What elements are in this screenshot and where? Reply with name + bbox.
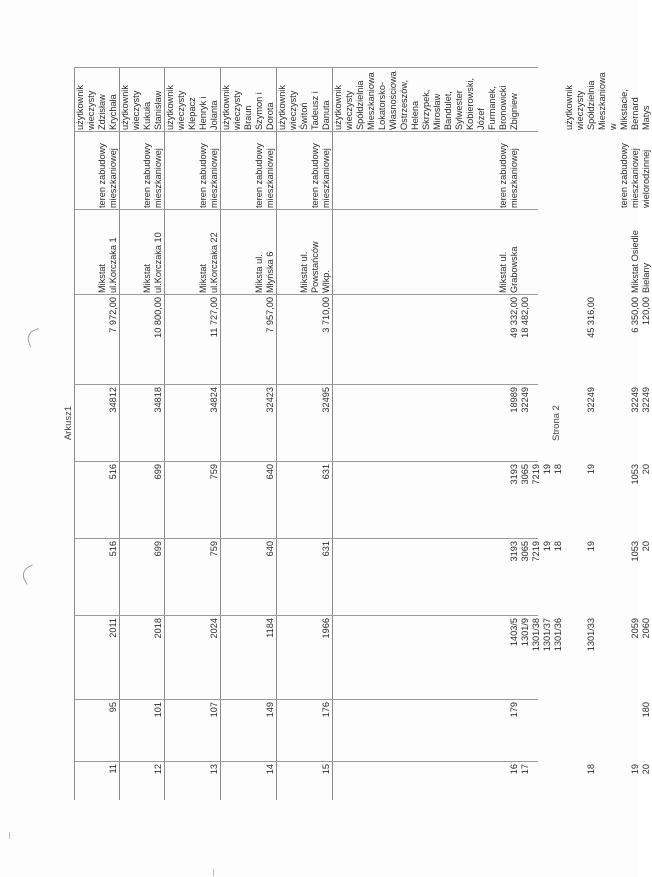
column-divider xyxy=(74,615,538,616)
column-divider xyxy=(74,131,538,132)
table-cell-c7: 120,00 xyxy=(641,297,651,326)
table-cell-c9 xyxy=(531,132,542,210)
cell-line: teren zabudowy xyxy=(619,143,629,208)
rotated-landscape-sheet xyxy=(32,46,651,800)
table-cell-c6: 32249 xyxy=(641,387,651,413)
table-cell-c8 xyxy=(520,210,531,295)
table-cell-c4: 3193 xyxy=(333,539,521,616)
cell-line: Lokatorsko- xyxy=(377,81,387,130)
table-cell-lp: 11 xyxy=(75,762,120,800)
column-divider xyxy=(74,761,538,762)
cell-line: Jolanta xyxy=(209,100,219,130)
table-cell-c4: 759 xyxy=(165,539,221,616)
table-cell-c9 xyxy=(564,132,597,210)
table-cell-c8 xyxy=(120,210,165,295)
table-cell-c3: 1966 xyxy=(277,616,333,700)
table-cell-c3: 1301/33 xyxy=(586,618,596,652)
cell-line: Zbigniew xyxy=(509,93,519,130)
cell-line: użytkownik wieczysty xyxy=(221,85,242,130)
cell-line: Świtoń Tadeusz i xyxy=(299,91,320,130)
table-cell-c3: 1301/36 xyxy=(553,618,563,652)
property-table-body xyxy=(75,68,652,800)
table-cell-c9 xyxy=(333,132,521,210)
table-cell-c3: 2059 xyxy=(630,618,640,639)
table-cell-c3: 1301/38 xyxy=(531,618,541,652)
table-row xyxy=(277,68,333,800)
table-cell-c5: 20 xyxy=(641,464,651,475)
table-cell-c6: 34824 xyxy=(165,385,221,462)
table-cell-c2 xyxy=(520,700,531,762)
cell-line: Mikstat Osiedle xyxy=(630,230,640,293)
cell-line: Zdzisław Krychała xyxy=(97,94,118,130)
table-row xyxy=(333,68,521,800)
table-cell-c10 xyxy=(531,68,542,132)
cell-line: ul.Korczaka 1 xyxy=(108,237,118,293)
table-cell-c10 xyxy=(564,68,597,132)
table-cell-c9 xyxy=(597,132,641,210)
table-cell-c5: 640 xyxy=(221,462,277,539)
table-cell-c9 xyxy=(165,132,221,210)
cell-line: Danuta xyxy=(321,100,331,130)
cell-line: Skrzypek, Mirosław xyxy=(421,89,442,130)
table-cell-c3: 2024 xyxy=(165,616,221,700)
table-cell-c5: 7219 xyxy=(531,464,541,485)
cell-line: teren zabudowy xyxy=(498,143,508,208)
table-cell-c3: 1403/5 xyxy=(333,616,521,700)
cell-line: wielorodzinnej xyxy=(641,149,651,208)
table-row xyxy=(75,68,120,800)
table-cell-lp: 16 xyxy=(333,762,521,800)
table-cell-c8 xyxy=(277,210,333,295)
table-cell-c5: 3065 xyxy=(520,464,530,485)
table-cell-lp: 20 xyxy=(641,764,651,775)
cell-line: Dorota xyxy=(265,102,275,130)
table-cell-c7: 18 482,00 xyxy=(520,297,530,338)
table-cell-c3: 2018 xyxy=(120,616,165,700)
property-table xyxy=(74,68,652,800)
cell-line: ul.Korczaka 22 xyxy=(209,232,219,293)
table-cell-c8 xyxy=(597,210,641,295)
table-cell-c7: 45 316,00 xyxy=(586,297,596,338)
table-cell-c4: 631 xyxy=(277,539,333,616)
cell-line: teren zabudowy xyxy=(254,143,264,208)
cell-line: Mieszkaniowa w xyxy=(597,72,618,130)
cell-line: mieszkaniowej xyxy=(265,148,275,208)
table-cell-lp: 12 xyxy=(120,762,165,800)
table-cell-c8 xyxy=(75,210,120,295)
cell-line: użytkownik wieczysty xyxy=(75,85,96,130)
table-cell-c8 xyxy=(221,210,277,295)
table-row xyxy=(165,68,221,800)
table-cell-c8 xyxy=(333,210,521,295)
table-cell-lp: 17 xyxy=(520,764,530,775)
cell-line: mieszkaniowej xyxy=(321,148,331,208)
table-cell-c8 xyxy=(165,210,221,295)
page-footer: Strona 2 xyxy=(551,405,562,441)
table-row xyxy=(120,68,165,800)
table-row xyxy=(531,68,542,800)
table-cell-c8 xyxy=(531,210,542,295)
table-cell-c9 xyxy=(277,132,333,210)
cell-line: Własnościowa xyxy=(388,71,398,130)
cell-line: Furmanek, Bronowicki xyxy=(487,85,508,130)
table-cell-c3: 1301/37 xyxy=(542,618,552,652)
table-cell-c4: 19 xyxy=(542,541,552,552)
cell-line: użytkownik wieczysty xyxy=(120,85,141,130)
table-cell-c4: 516 xyxy=(75,539,120,616)
cell-line: teren zabudowy xyxy=(142,143,152,208)
cell-line: użytkownik wieczysty xyxy=(333,85,354,130)
table-cell-c4: 1053 xyxy=(630,541,640,562)
table-cell-lp: 18 xyxy=(586,764,596,775)
table-cell-c8 xyxy=(564,210,597,295)
scan-speck xyxy=(9,832,10,839)
table-cell-c4: 7219 xyxy=(531,541,541,562)
table-cell-lp: 19 xyxy=(630,764,640,775)
cell-line: Mieszkaniowa xyxy=(366,72,376,130)
cell-line: Bielany xyxy=(641,262,651,293)
cell-line: mieszkaniowej xyxy=(209,148,219,208)
table-cell-c5: 631 xyxy=(277,462,333,539)
table-cell-c9 xyxy=(120,132,165,210)
table-cell-c5: 699 xyxy=(120,462,165,539)
table-cell-lp: 15 xyxy=(277,762,333,800)
cell-line: Mikstat xyxy=(142,263,152,293)
table-cell-c6: 18989 xyxy=(333,385,521,462)
sheet-title: Arkusz1 xyxy=(63,405,74,441)
cell-line: mieszkaniowej xyxy=(509,148,519,208)
column-divider xyxy=(74,294,538,295)
table-cell-c10 xyxy=(165,68,221,132)
cell-line: Młyńska 6 xyxy=(265,251,275,293)
scan-speck xyxy=(213,869,214,876)
table-cell-c5: 19 xyxy=(586,464,596,475)
cell-line: Miksta ul. xyxy=(254,254,264,293)
table-cell-c5: 18 xyxy=(553,464,563,475)
table-cell-c7: 49 332,00 xyxy=(333,295,521,385)
cell-line: Grabowska xyxy=(509,246,519,293)
table-cell-c4: 699 xyxy=(120,539,165,616)
table-cell-c9 xyxy=(221,132,277,210)
table-cell-c10 xyxy=(221,68,277,132)
cell-line: Kobierowski, Józef xyxy=(465,77,486,130)
table-cell-c10 xyxy=(333,68,521,132)
table-cell-c9 xyxy=(520,132,531,210)
cell-line: Mikstacie, Bernard xyxy=(619,89,640,130)
table-cell-c6: 34818 xyxy=(120,385,165,462)
cell-line: Ostrzeszów, Helena xyxy=(399,79,420,130)
table-cell-c6: 32249 xyxy=(520,387,530,413)
cell-line: Mikstat xyxy=(198,263,208,293)
cell-line: mieszkaniowej xyxy=(630,148,640,208)
table-cell-c4: 19 xyxy=(586,541,596,552)
table-cell-c9 xyxy=(641,132,652,210)
table-cell-lp xyxy=(531,762,542,800)
table-cell-c7: 11 727,00 xyxy=(165,295,221,385)
cell-line: mieszkaniowej xyxy=(108,148,118,208)
cell-line: Mikstat xyxy=(97,263,107,293)
table-cell-c2: 101 xyxy=(120,700,165,762)
table-cell-c7: 3 710,00 xyxy=(277,295,333,385)
table-row xyxy=(520,68,531,800)
table-cell-c2: 107 xyxy=(165,700,221,762)
cell-line: Mikstat ul. xyxy=(299,251,309,293)
table-cell-c2 xyxy=(597,700,641,762)
table-cell-c5: 759 xyxy=(165,462,221,539)
cell-line: Bandulet, Sylwester xyxy=(443,90,464,130)
table-row xyxy=(564,68,597,800)
table-cell-c10 xyxy=(641,68,652,132)
table-cell-c6 xyxy=(531,385,542,462)
table-cell-c10 xyxy=(597,68,641,132)
table-cell-lp: 14 xyxy=(221,762,277,800)
table-cell-c5: 516 xyxy=(75,462,120,539)
table-cell-c3: 2060 xyxy=(641,618,651,639)
table-cell-c4: 640 xyxy=(221,539,277,616)
table-cell-c3: 1301/9 xyxy=(520,618,530,647)
table-cell-c7: 7 972,00 xyxy=(75,295,120,385)
cell-line: Kukuła Stanisław xyxy=(142,90,163,130)
table-cell-c7: 10 800,00 xyxy=(120,295,165,385)
table-cell-c6: 32495 xyxy=(277,385,333,462)
table-cell-c10 xyxy=(520,68,531,132)
table-cell-c5: 1053 xyxy=(630,464,640,485)
table-cell-c5: 19 xyxy=(542,464,552,475)
cell-line: teren zabudowy xyxy=(97,143,107,208)
column-divider xyxy=(74,699,538,700)
table-cell-c4: 3065 xyxy=(520,541,530,562)
table-cell-c5: 3193 xyxy=(333,462,521,539)
cell-line: Mikstat ul. xyxy=(498,251,508,293)
cell-line: teren zabudowy xyxy=(310,143,320,208)
table-cell-c2: 176 xyxy=(277,700,333,762)
table-cell-c2 xyxy=(564,700,597,762)
cell-line: użytkownik wieczysty xyxy=(165,85,186,130)
table-cell-c2: 180 xyxy=(641,702,651,718)
table-cell-c6: 32249 xyxy=(586,387,596,413)
cell-line: Spółdzielnia xyxy=(355,80,365,130)
cell-line: Wlkp. xyxy=(321,270,331,293)
column-divider xyxy=(74,67,538,68)
table-cell-c2 xyxy=(531,700,542,762)
cell-line: Powstańców xyxy=(310,241,320,293)
table-cell-c6: 32423 xyxy=(221,385,277,462)
table-cell-c6: 32249 xyxy=(630,387,640,413)
table-cell-c10 xyxy=(277,68,333,132)
table-cell-c2: 95 xyxy=(75,700,120,762)
table-row xyxy=(597,68,641,800)
column-divider xyxy=(74,461,538,462)
cell-line: użytkownik wieczysty xyxy=(277,85,298,130)
column-divider xyxy=(74,384,538,385)
table-cell-c4: 18 xyxy=(553,541,563,552)
cell-line: teren zabudowy xyxy=(198,143,208,208)
column-divider xyxy=(74,538,538,539)
table-row xyxy=(641,68,652,800)
table-row xyxy=(221,68,277,800)
cell-line: Spółdzielnia xyxy=(586,80,596,130)
table-cell-lp: 13 xyxy=(165,762,221,800)
column-divider xyxy=(74,209,538,210)
table-cell-c3: 1184 xyxy=(221,616,277,700)
cell-line: Klepacz Henryk i xyxy=(187,96,208,130)
cell-line: Braun Szymon i xyxy=(243,92,264,130)
table-cell-c6: 34812 xyxy=(75,385,120,462)
cell-line: Matys xyxy=(641,105,651,130)
table-cell-c8 xyxy=(641,210,652,295)
cell-line: mieszkaniowej xyxy=(153,148,163,208)
table-cell-c2: 149 xyxy=(221,700,277,762)
table-cell-c7 xyxy=(531,295,542,385)
table-cell-c10 xyxy=(120,68,165,132)
table-cell-c7: 6 350,00 xyxy=(630,297,640,333)
table-cell-c3: 2011 xyxy=(75,616,120,700)
cell-line: użytkownik wieczysty xyxy=(564,85,585,130)
table-cell-c7: 7 957,00 xyxy=(221,295,277,385)
cell-line: ul.Korczaka 10 xyxy=(153,232,163,293)
table-cell-c9 xyxy=(75,132,120,210)
table-cell-c4: 20 xyxy=(641,541,651,552)
table-cell-c10 xyxy=(75,68,120,132)
table-cell-c2: 179 xyxy=(333,700,521,762)
